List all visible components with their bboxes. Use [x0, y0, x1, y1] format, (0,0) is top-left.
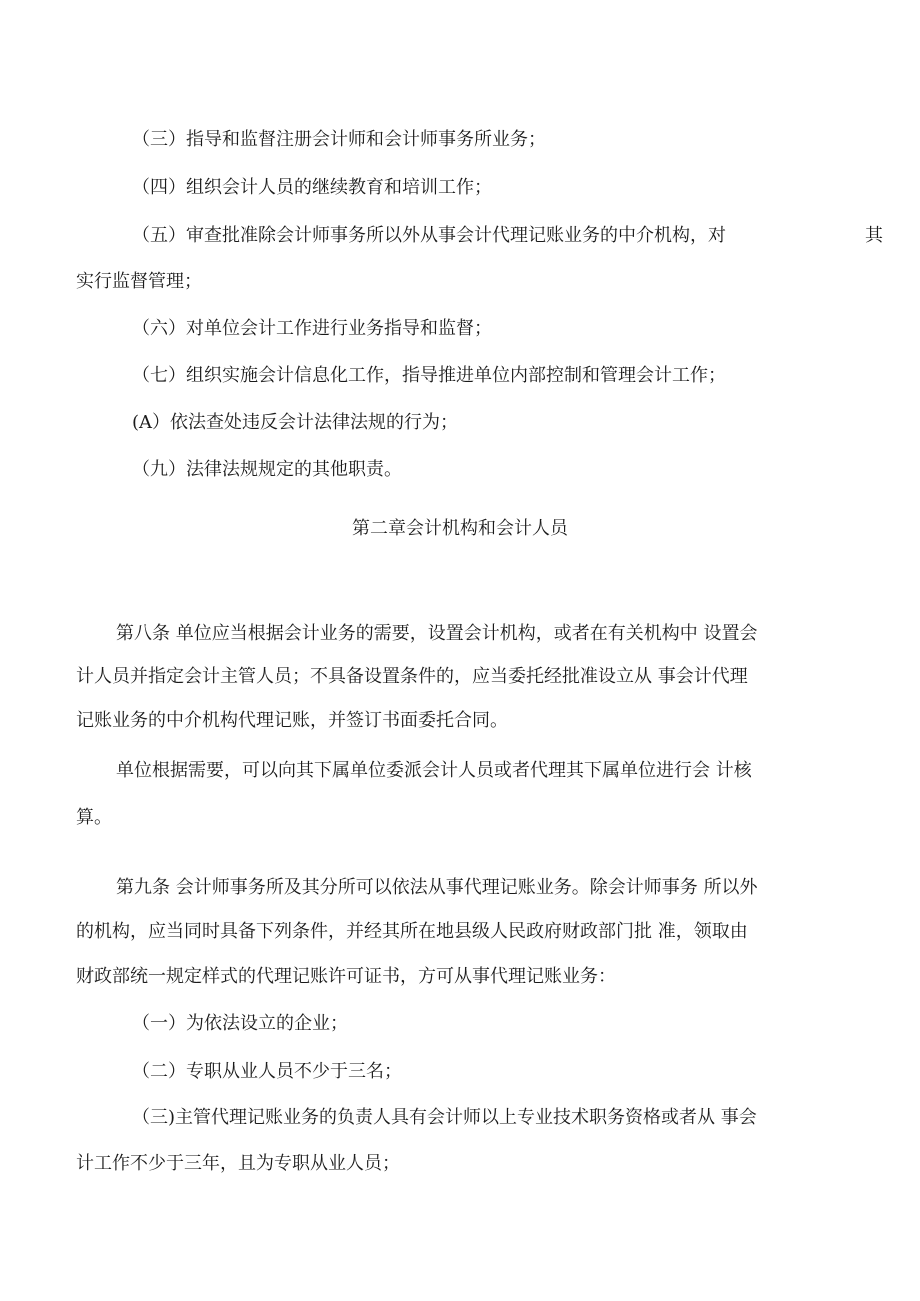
article-9-line-1: 第九条 会计师事务所及其分所可以依法从事代理记账业务。除会计师事务 所以外 — [116, 877, 758, 898]
condition-3-line-2: 计工作不少于三年，且为专职从业人员； — [76, 1153, 400, 1174]
article-9-line-2: 的机构，应当同时具备下列条件，并经其所在地县级人民政府财政部门批 准，领取由 — [76, 921, 748, 942]
item-8: (A）依法查处违反会计法律法规的行为； — [132, 412, 459, 433]
item-9: （九）法律法规规定的其他职责。 — [132, 459, 402, 480]
article-8-line-2: 计人员并指定会计主管人员；不具备设置条件的，应当委托经批准设立从 事会计代理 — [76, 666, 748, 687]
condition-2: （二）专职从业人员不少于三名； — [132, 1061, 402, 1082]
item-4: （四）组织会计人员的继续教育和培训工作； — [132, 177, 492, 198]
condition-3-line-1: （三)主管代理记账业务的负责人具有会计师以上专业技术职务资格或者从 事会 — [132, 1107, 757, 1128]
item-6: （六）对单位会计工作进行业务指导和监督； — [132, 318, 492, 339]
article-8-line-1: 第八条 单位应当根据会计业务的需要，设置会计机构，或者在有关机构中 设置会 — [116, 623, 758, 644]
item-5-trailing-char: 其 — [865, 225, 883, 246]
item-3: （三）指导和监督注册会计师和会计师事务所业务； — [132, 129, 546, 150]
condition-1: （一）为依法设立的企业； — [132, 1013, 348, 1034]
article-8-line-3: 记账业务的中介机构代理记账，并签订书面委托合同。 — [76, 710, 508, 731]
article-8-p2-line-1: 单位根据需要，可以向其下属单位委派会计人员或者代理其下属单位进行会 计核 — [116, 760, 752, 781]
item-5-line-1 — [132, 224, 883, 248]
item-7: （七）组织实施会计信息化工作，指导推进单位内部控制和管理会计工作； — [132, 365, 726, 386]
chapter-title: 第二章会计机构和会计人员 — [352, 518, 568, 539]
item-5-text: （五）审查批准除会计师事务所以外从事会计代理记账业务的中介机构，对 — [132, 225, 726, 246]
item-5-line-2: 实行监督管理； — [76, 271, 202, 292]
article-9-line-3: 财政部统一规定样式的代理记账许可证书，方可从事代理记账业务： — [76, 966, 616, 987]
article-8-p2-line-2: 算。 — [76, 807, 112, 828]
